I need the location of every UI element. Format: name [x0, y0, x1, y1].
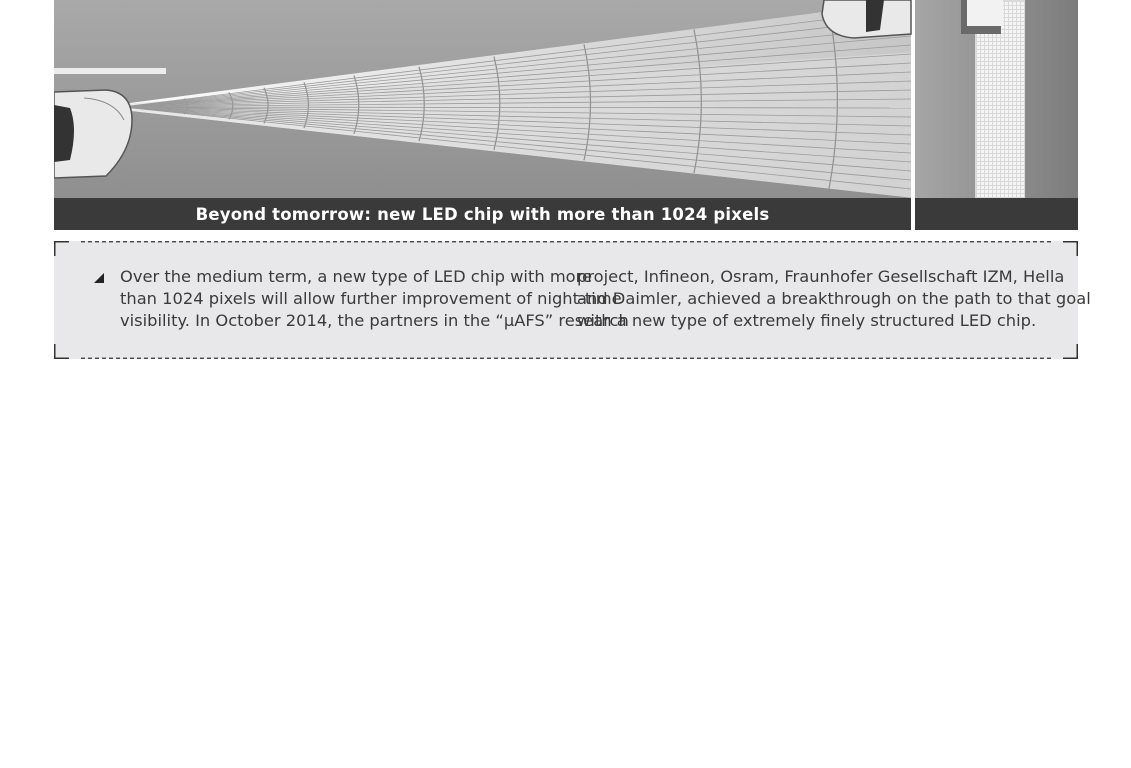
triangle-bullet-icon	[93, 272, 105, 284]
text-line: and Daimler, achieved a breakthrough on the path to that goal	[577, 288, 1091, 308]
oncoming-car-icon	[822, 0, 911, 38]
led-illustration	[54, 0, 1078, 230]
text-line: Over the medium term, a new type of LED chip with more	[120, 267, 592, 286]
illustration-caption: Beyond tomorrow: new LED chip with more than 1024 pixels	[195, 204, 770, 224]
text-column-1	[120, 266, 629, 331]
text-line: than 1024 pixels will allow further improvement of night-time	[120, 288, 622, 308]
info-textbox	[54, 241, 1091, 359]
text-line: with a new type of extremely finely structured LED chip.	[577, 310, 1037, 330]
text-line: project, Infineon, Osram, Fraunhofer Gesellschaft IZM, Hella	[577, 267, 1065, 286]
text-line: visibility. In October 2014, the partners in the “µAFS” research	[120, 310, 629, 330]
light-beam-graphic	[54, 0, 1078, 230]
text-column-2	[577, 266, 1091, 331]
